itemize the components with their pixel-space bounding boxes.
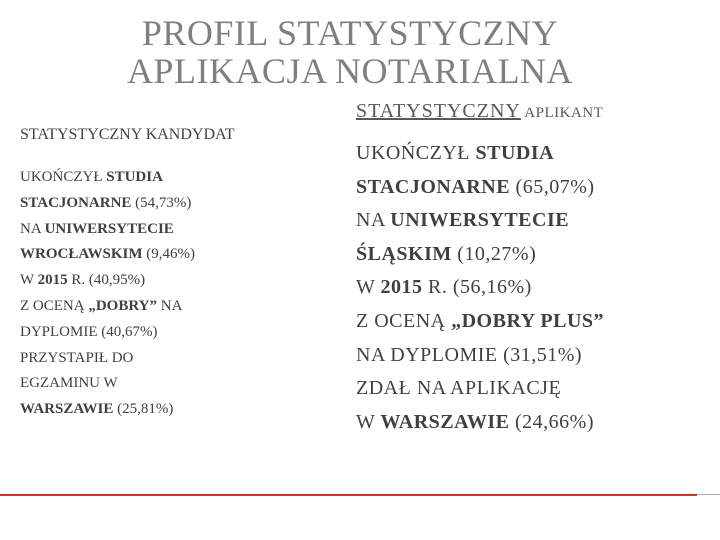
applicant-line (356, 339, 604, 373)
applicant-line (356, 372, 604, 406)
applicant-line-part-c: (65,07%) (510, 175, 595, 198)
bottom-divider-tail (697, 494, 720, 495)
candidate-line-part-a: W (20, 272, 38, 289)
candidate-line (20, 268, 195, 294)
applicant-line-part-a: NA DYPLOMIE (31,51%) (356, 343, 583, 366)
applicant-line-part-b: UNIWERSYTECIE (390, 209, 570, 232)
applicant-line-part-a: Z OCENĄ (356, 309, 452, 332)
candidate-line-part-b: „DOBRY” (88, 297, 157, 314)
candidate-line (20, 294, 195, 320)
candidate-line (20, 346, 195, 372)
applicant-line (356, 137, 604, 171)
applicant-heading-suffix: APLIKANT (520, 105, 604, 121)
applicant-line (356, 271, 604, 305)
candidate-line (20, 320, 195, 346)
applicant-line-part-b: „DOBRY PLUS” (451, 309, 605, 332)
candidate-line-part-b: STUDIA (106, 169, 163, 185)
applicant-line-part-a: UKOŃCZYŁ (356, 142, 476, 164)
applicant-line (356, 305, 604, 339)
applicant-line-part-b: ŚLĄSKIM (356, 242, 452, 265)
candidate-line-part-c: (9,46%) (142, 246, 196, 263)
applicant-line-part-b: WARSZAWIE (380, 410, 510, 433)
candidate-line-part-a: UKOŃCZYŁ (20, 169, 107, 185)
applicant-line-part-a: NA (356, 209, 391, 232)
applicant-line (356, 171, 604, 205)
applicant-line-part-c: R. (56,16%) (422, 276, 532, 299)
candidate-line-part-b: WROCŁAWSKIM (20, 246, 143, 263)
applicant-line-part-a: W (356, 276, 381, 299)
candidate-line (20, 191, 195, 217)
applicant-line-part-c: (10,27%) (451, 242, 537, 265)
candidate-line-part-b: STACJONARNE (20, 194, 132, 211)
candidate-line (20, 371, 195, 397)
candidate-line-part-a: PRZYSTAPIŁ DO (20, 349, 134, 366)
applicant-line-part-b: STACJONARNE (356, 175, 511, 198)
title-line-2: APLIKACJA NOTARIALNA (126, 51, 574, 91)
candidate-line-part-a: DYPLOMIE (40,67%) (20, 323, 158, 340)
applicant-line-part-b: STUDIA (475, 142, 555, 164)
title-line-1: PROFIL STATYSTYCZNY (141, 13, 559, 53)
bottom-divider (0, 494, 697, 496)
applicant-heading (356, 100, 603, 123)
candidate-line (20, 165, 195, 191)
applicant-line-part-a: ZDAŁ NA APLIKACJĘ (356, 377, 562, 400)
applicant-line (356, 238, 604, 272)
applicant-line (356, 204, 604, 238)
candidate-line-part-c: NA (156, 297, 183, 314)
candidate-line-part-c: (54,73%) (131, 194, 192, 211)
candidate-line-part-a: EGZAMINU W (20, 375, 118, 392)
candidate-heading: STATYSTYCZNY KANDYDAT (20, 126, 235, 143)
candidate-line-part-a: NA (20, 220, 45, 237)
candidate-line-part-b: 2015 (37, 272, 68, 289)
candidate-line-part-c: R. (40,95%) (67, 272, 146, 289)
candidate-line-part-a: Z OCENĄ (20, 297, 89, 314)
candidate-line (20, 217, 195, 243)
applicant-profile-list (356, 137, 604, 439)
slide-title (60, 14, 640, 90)
candidate-line-part-b: WARSZAWIE (20, 401, 114, 418)
candidate-line (20, 242, 195, 268)
applicant-line (356, 406, 604, 440)
applicant-line-part-b: 2015 (380, 276, 423, 299)
applicant-line-part-c: (24,66%) (509, 410, 594, 433)
applicant-line-part-a: W (356, 410, 381, 433)
candidate-profile-list (20, 165, 195, 423)
candidate-line-part-c: (25,81%) (113, 401, 174, 418)
candidate-line (20, 397, 195, 423)
candidate-line-part-b: UNIWERSYTECIE (44, 220, 174, 237)
applicant-heading-main: STATYSTYCZNY (356, 100, 521, 122)
